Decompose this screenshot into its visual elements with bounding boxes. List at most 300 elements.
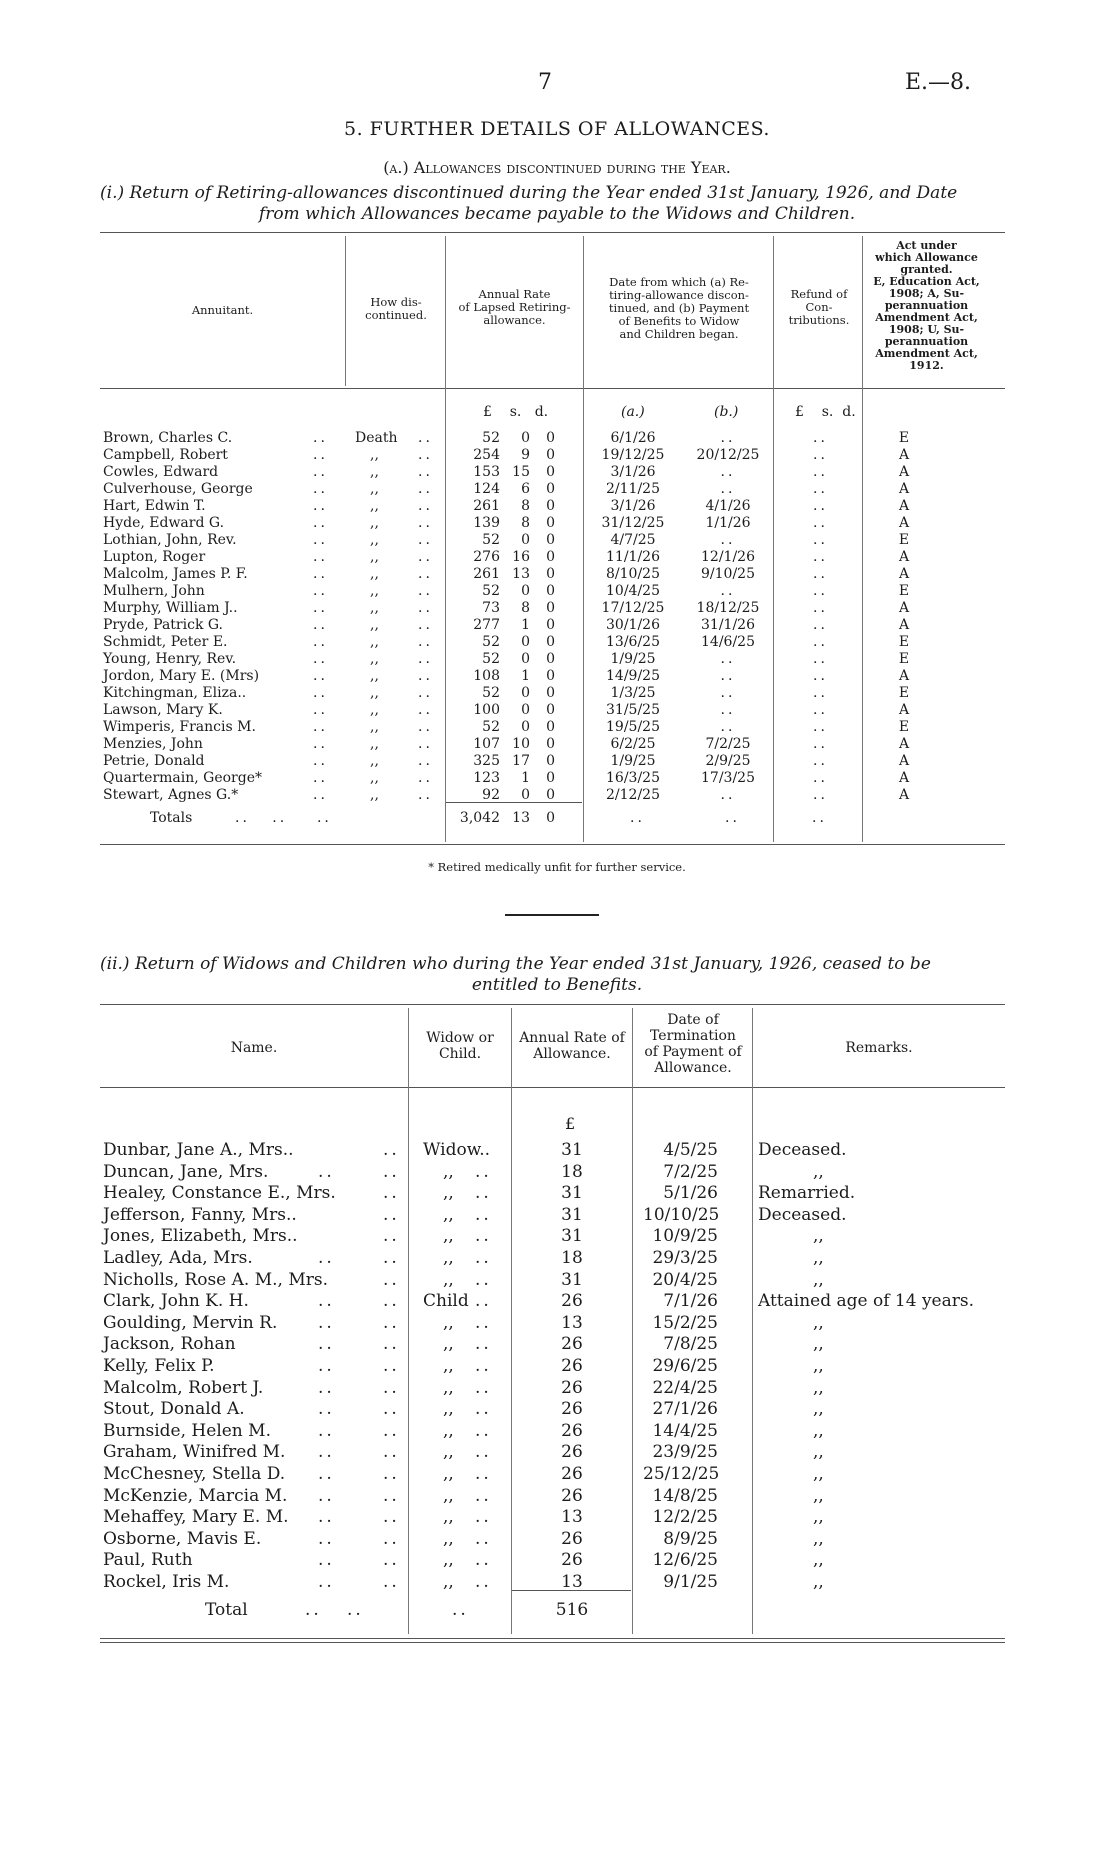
how-discontinued: ,, xyxy=(370,651,379,667)
widow-or-child: ,, xyxy=(443,1226,454,1247)
refund-blank: .. xyxy=(813,549,828,565)
leader-dots: .. xyxy=(418,515,433,531)
table-row xyxy=(103,1378,1003,1400)
act-code: A xyxy=(898,600,910,616)
person-name: Healey, Constance E., Mrs. xyxy=(103,1183,336,1204)
leader-dots: .. xyxy=(383,1334,400,1355)
leader-dots: .. xyxy=(475,1550,492,1571)
rate-shillings: 0 xyxy=(521,430,530,446)
rate-pounds: 261 xyxy=(473,498,500,514)
leader-dots: .. xyxy=(418,668,433,684)
leader-dots: .. xyxy=(418,651,433,667)
remarks: ,, xyxy=(813,1161,824,1182)
leader-dots: .. xyxy=(313,481,328,497)
subsection-title xyxy=(0,158,1114,177)
rate-pence: 0 xyxy=(546,600,555,616)
termination-date: 8/9/25 xyxy=(663,1528,718,1549)
annual-rate: 26 xyxy=(561,1399,583,1420)
leader-dots: .. xyxy=(383,1226,400,1247)
date-benefits-began: 17/3/25 xyxy=(701,770,755,786)
termination-date: 14/4/25 xyxy=(652,1420,718,1441)
leader-dots: .. xyxy=(383,1291,400,1312)
table-row xyxy=(103,481,1003,498)
leader-dots: .. xyxy=(475,1183,492,1204)
person-name: Nicholls, Rose A. M., Mrs. xyxy=(103,1269,329,1290)
person-name: Duncan, Jane, Mrs. xyxy=(103,1161,269,1182)
act-code: A xyxy=(898,481,910,497)
col-header-termination-date: Date of Termination of Payment of Allowance. xyxy=(644,1012,742,1076)
date-discontinued: 1/9/25 xyxy=(610,753,656,769)
table-row xyxy=(103,566,1003,583)
refund-blank: .. xyxy=(813,787,828,803)
date-benefits-began: .. xyxy=(720,532,736,548)
table2-title-line2: entitled to Benefits. xyxy=(471,975,643,995)
leader-dots: .. xyxy=(318,1247,335,1268)
act-code: A xyxy=(898,702,910,718)
rate-pounds: 52 xyxy=(482,430,500,446)
rate-pence: 0 xyxy=(546,617,555,633)
leader-dots: .. xyxy=(418,702,433,718)
person-name: Kelly, Felix P. xyxy=(103,1355,215,1376)
termination-date: 10/9/25 xyxy=(652,1226,718,1247)
termination-date: 20/4/25 xyxy=(652,1269,718,1290)
annual-rate: 31 xyxy=(561,1269,583,1290)
leader-dots: .. xyxy=(475,1247,492,1268)
date-discontinued: 2/12/25 xyxy=(606,787,660,803)
leader-dots: .. xyxy=(383,1550,400,1571)
date-discontinued: 17/12/25 xyxy=(601,600,665,616)
date-discontinued: 3/1/26 xyxy=(610,464,656,480)
annuitant-name: Schmidt, Peter E. xyxy=(103,634,228,650)
table-row xyxy=(103,1550,1003,1572)
table-row xyxy=(103,1183,1003,1205)
annual-rate: 26 xyxy=(561,1485,583,1506)
table-row xyxy=(103,498,1003,515)
rate-shillings: 8 xyxy=(521,498,530,514)
page-reference: E.—8. xyxy=(905,70,972,95)
rate-shillings: 1 xyxy=(521,770,530,786)
table-row xyxy=(103,1464,1003,1486)
table-row xyxy=(103,1442,1003,1464)
date-benefits-began: 14/6/25 xyxy=(701,634,755,650)
how-discontinued: ,, xyxy=(370,668,379,684)
rate-pound-unit: £ xyxy=(565,1114,576,1133)
leader-dots: .. xyxy=(313,583,328,599)
total-leader: .. .. xyxy=(305,1600,364,1620)
table-row xyxy=(103,1313,1003,1335)
annuitant-name: Mulhern, John xyxy=(103,583,205,599)
rate-shillings: 16 xyxy=(512,549,530,565)
annuitant-name: Lupton, Roger xyxy=(103,549,206,565)
subsection-title-text: (a.) Allowances discontinued during the Year. xyxy=(383,158,731,177)
refund-blank: .. xyxy=(813,617,828,633)
date-discontinued: 2/11/25 xyxy=(606,481,660,497)
how-discontinued: ,, xyxy=(370,566,379,582)
rate-shillings: 10 xyxy=(512,736,530,752)
date-benefits-began: .. xyxy=(720,685,736,701)
rate-shillings: 17 xyxy=(512,753,530,769)
leader-dots: .. xyxy=(383,1161,400,1182)
rate-shillings: 15 xyxy=(512,464,530,480)
leader-dots: .. xyxy=(475,1204,492,1225)
act-code: E xyxy=(898,634,910,650)
act-code: E xyxy=(898,583,910,599)
how-discontinued: Death xyxy=(355,430,398,446)
widow-or-child: ,, xyxy=(443,1269,454,1290)
table-row xyxy=(103,770,1003,787)
rate-pence: 0 xyxy=(546,532,555,548)
widow-or-child: ,, xyxy=(443,1334,454,1355)
leader-dots: .. xyxy=(318,1507,335,1528)
col-header-widow-or-child: Widow or Child. xyxy=(426,1030,494,1062)
col-header-how-discontinued: How dis- continued. xyxy=(365,295,427,322)
date-benefits-began: 2/9/25 xyxy=(705,753,751,769)
leader-dots: .. xyxy=(318,1420,335,1441)
date-discontinued: 6/1/26 xyxy=(610,430,656,446)
table-row xyxy=(103,583,1003,600)
rate-pence: 0 xyxy=(546,481,555,497)
rate-pence: 0 xyxy=(546,498,555,514)
col-header-act: Act under which Allowance granted. E, Education Act, 1908; A, Su- perannuation Amendment Act, 1908; U, Su- perannuation Amendment Act, 1912. xyxy=(873,239,980,372)
rate-pence: 0 xyxy=(546,668,555,684)
refund-blank: .. xyxy=(813,668,828,684)
table-row xyxy=(103,753,1003,770)
act-code: A xyxy=(898,617,910,633)
leader-dots: .. xyxy=(318,1355,335,1376)
leader-dots: .. xyxy=(383,1463,400,1484)
section-title: 5. FURTHER DETAILS OF ALLOWANCES. xyxy=(344,118,770,140)
leader-dots: .. xyxy=(475,1161,492,1182)
termination-date: 29/3/25 xyxy=(652,1247,718,1268)
person-name: McKenzie, Marcia M. xyxy=(103,1485,288,1506)
rate-pounds: 153 xyxy=(473,464,500,480)
termination-date: 7/2/25 xyxy=(663,1161,718,1182)
table-row xyxy=(103,430,1003,447)
leader-dots: .. xyxy=(475,1507,492,1528)
table-row xyxy=(103,600,1003,617)
refund-blank: .. xyxy=(813,719,828,735)
date-benefits-began: 18/12/25 xyxy=(696,600,760,616)
leader-dots: .. xyxy=(318,1485,335,1506)
total-label: Total xyxy=(205,1600,248,1620)
table-row xyxy=(103,464,1003,481)
leader-dots: .. xyxy=(383,1485,400,1506)
table-row xyxy=(103,1291,1003,1313)
table-row xyxy=(103,532,1003,549)
col-header-annual-rate: Annual Rate of Lapsed Retiring- allowance. xyxy=(458,287,571,327)
leader-dots: .. xyxy=(313,532,328,548)
widow-or-child: ,, xyxy=(443,1442,454,1463)
refund-units: £ s. d. xyxy=(795,404,856,420)
person-name: Clark, John K. H. xyxy=(103,1291,249,1312)
table1-footnote: * Retired medically unfit for further service. xyxy=(428,860,686,874)
how-discontinued: ,, xyxy=(370,498,379,514)
leader-dots: .. xyxy=(318,1399,335,1420)
annual-rate: 13 xyxy=(561,1571,583,1592)
date-discontinued: 19/12/25 xyxy=(601,447,665,463)
leader-dots: .. xyxy=(418,532,433,548)
annual-rate: 13 xyxy=(561,1312,583,1333)
act-code: E xyxy=(898,719,910,735)
refund-blank: .. xyxy=(813,753,828,769)
rate-pence: 0 xyxy=(546,702,555,718)
rate-pounds: 52 xyxy=(482,719,500,735)
termination-date: 10/10/25 xyxy=(643,1204,720,1225)
annuitant-name: Kitchingman, Eliza.. xyxy=(103,685,247,701)
table-row xyxy=(103,685,1003,702)
leader-dots: .. xyxy=(318,1528,335,1549)
leader-dots: .. xyxy=(418,685,433,701)
leader-dots: .. xyxy=(383,1377,400,1398)
date-discontinued: 1/9/25 xyxy=(610,651,656,667)
total-rate: 516 xyxy=(555,1600,589,1620)
person-name: Ladley, Ada, Mrs. xyxy=(103,1247,253,1268)
person-name: Dunbar, Jane A., Mrs.. xyxy=(103,1140,294,1160)
leader-dots: .. xyxy=(313,685,328,701)
annual-rate: 31 xyxy=(561,1183,583,1204)
rate-shillings: 0 xyxy=(521,702,530,718)
table-row xyxy=(103,651,1003,668)
table-row xyxy=(103,1205,1003,1227)
col-header-annual-rate-allowance: Annual Rate of Allowance. xyxy=(519,1030,625,1062)
totals-pounds: 3,042 xyxy=(459,810,500,826)
leader-dots: .. xyxy=(475,1226,492,1247)
leader-dots: .. xyxy=(475,1420,492,1441)
annuitant-name: Wimperis, Francis M. xyxy=(103,719,256,735)
leader-dots: .. xyxy=(313,515,328,531)
table1-top-rule xyxy=(100,232,1005,233)
leader-dots: .. xyxy=(318,1334,335,1355)
act-code: A xyxy=(898,736,910,752)
refund-blank: .. xyxy=(813,651,828,667)
totals-shillings: 13 xyxy=(512,810,530,826)
leader-dots: .. xyxy=(383,1571,400,1592)
act-code: A xyxy=(898,447,910,463)
act-code: A xyxy=(898,549,910,565)
widow-or-child: ,, xyxy=(443,1355,454,1376)
leader-dots: .. xyxy=(318,1571,335,1592)
refund-blank: .. xyxy=(813,464,828,480)
date-discontinued: 19/5/25 xyxy=(606,719,660,735)
annual-rate: 18 xyxy=(561,1161,583,1182)
leader-dots: .. xyxy=(475,1334,492,1355)
remarks: ,, xyxy=(813,1312,824,1333)
rate-pence: 0 xyxy=(546,651,555,667)
widow-or-child: ,, xyxy=(443,1247,454,1268)
table-row xyxy=(103,1572,1003,1594)
remarks: ,, xyxy=(813,1571,824,1592)
table2-bottom-rule xyxy=(100,1638,1005,1639)
termination-date: 22/4/25 xyxy=(652,1377,718,1398)
leader-dots: .. xyxy=(313,736,328,752)
leader-dots: .. xyxy=(475,1571,492,1592)
leader-dots: .. xyxy=(418,430,433,446)
leader-dots: .. xyxy=(318,1377,335,1398)
how-discontinued: ,, xyxy=(370,600,379,616)
person-name: Paul, Ruth xyxy=(103,1550,193,1571)
leader-dots: .. xyxy=(475,1463,492,1484)
widow-or-child: ,, xyxy=(443,1463,454,1484)
widow-or-child: ,, xyxy=(443,1312,454,1333)
widow-or-child: ,, xyxy=(443,1507,454,1528)
leader-dots: .. xyxy=(475,1399,492,1420)
rate-pence: 0 xyxy=(546,464,555,480)
act-code: A xyxy=(898,464,910,480)
rate-pence: 0 xyxy=(546,787,555,803)
date-benefits-began: 1/1/26 xyxy=(705,515,751,531)
leader-dots: .. xyxy=(313,600,328,616)
rate-pounds: 52 xyxy=(482,651,500,667)
date-discontinued: 30/1/26 xyxy=(606,617,660,633)
how-discontinued: ,, xyxy=(370,719,379,735)
rate-pence: 0 xyxy=(546,583,555,599)
rate-shillings: 0 xyxy=(521,651,530,667)
person-name: McChesney, Stella D. xyxy=(103,1463,286,1484)
termination-date: 4/5/25 xyxy=(663,1140,718,1160)
leader-dots: .. xyxy=(318,1291,335,1312)
remarks: ,, xyxy=(813,1355,824,1376)
annual-rate: 18 xyxy=(561,1247,583,1268)
annuitant-name: Campbell, Robert xyxy=(103,447,228,463)
annuitant-name: Cowles, Edward xyxy=(103,464,219,480)
how-discontinued: ,, xyxy=(370,770,379,786)
refund-blank: .. xyxy=(813,702,828,718)
table1-bottom-rule xyxy=(100,844,1005,845)
how-discontinued: ,, xyxy=(370,634,379,650)
table-row xyxy=(103,634,1003,651)
leader-dots: .. xyxy=(313,464,328,480)
leader-dots: .. xyxy=(475,1312,492,1333)
table-row xyxy=(103,1162,1003,1184)
rate-shillings: 8 xyxy=(521,600,530,616)
termination-date: 9/1/25 xyxy=(663,1571,718,1592)
date-b-units: (b.) xyxy=(714,404,739,420)
leader-dots: .. xyxy=(418,549,433,565)
rate-pence: 0 xyxy=(546,753,555,769)
annuitant-name: Brown, Charles C. xyxy=(103,430,233,446)
widow-or-child: ,, xyxy=(443,1571,454,1592)
rate-pounds: 52 xyxy=(482,634,500,650)
rate-shillings: 9 xyxy=(521,447,530,463)
table-row xyxy=(103,1356,1003,1378)
rate-pounds: 124 xyxy=(473,481,500,497)
leader-dots: .. xyxy=(313,498,328,514)
annuitant-name: Young, Henry, Rev. xyxy=(103,651,237,667)
act-code: A xyxy=(898,753,910,769)
date-discontinued: 10/4/25 xyxy=(606,583,660,599)
leader-dots: .. xyxy=(313,787,328,803)
totals-leader: .. .. .. xyxy=(235,810,332,826)
page-number: 7 xyxy=(538,70,552,95)
leader-dots: .. xyxy=(418,770,433,786)
widow-or-child: ,, xyxy=(443,1399,454,1420)
date-benefits-began: .. xyxy=(720,481,736,497)
refund-blank: .. xyxy=(813,498,828,514)
act-code: A xyxy=(898,498,910,514)
how-discontinued: ,, xyxy=(370,787,379,803)
annual-rate: 26 xyxy=(561,1420,583,1441)
annual-rate: 26 xyxy=(561,1291,583,1312)
table-row xyxy=(103,1248,1003,1270)
col-header-remarks: Remarks. xyxy=(845,1040,913,1056)
annual-rate: 31 xyxy=(561,1140,583,1160)
widow-or-child: ,, xyxy=(443,1377,454,1398)
table-row xyxy=(103,1334,1003,1356)
leader-dots: .. xyxy=(418,736,433,752)
remarks: Deceased. xyxy=(758,1140,847,1160)
rate-pence: 0 xyxy=(546,634,555,650)
table1-header-rule xyxy=(100,388,1005,389)
date-discontinued: 31/12/25 xyxy=(601,515,665,531)
annual-rate: 31 xyxy=(561,1226,583,1247)
date-discontinued: 3/1/26 xyxy=(610,498,656,514)
annuitant-name: Pryde, Patrick G. xyxy=(103,617,224,633)
remarks: ,, xyxy=(813,1550,824,1571)
remarks: ,, xyxy=(813,1269,824,1290)
date-benefits-began: .. xyxy=(720,668,736,684)
annuitant-name: Lothian, John, Rev. xyxy=(103,532,237,548)
rate-pounds: 276 xyxy=(473,549,500,565)
date-benefits-began: 20/12/25 xyxy=(696,447,760,463)
leader-dots: .. xyxy=(475,1442,492,1463)
annuitant-name: Stewart, Agnes G.* xyxy=(103,787,239,803)
act-code: A xyxy=(898,566,910,582)
leader-dots: .. xyxy=(383,1442,400,1463)
totals-refund-blank: .. xyxy=(812,810,827,826)
rate-shillings: 1 xyxy=(521,668,530,684)
annual-rate: 26 xyxy=(561,1463,583,1484)
annuitant-name: Lawson, Mary K. xyxy=(103,702,223,718)
date-benefits-began: 7/2/25 xyxy=(705,736,751,752)
person-name: Jackson, Rohan xyxy=(103,1334,236,1355)
act-code: A xyxy=(898,515,910,531)
widow-or-child: ,, xyxy=(443,1420,454,1441)
date-benefits-began: .. xyxy=(720,651,736,667)
leader-dots: .. xyxy=(383,1183,400,1204)
table-row xyxy=(103,719,1003,736)
table-row xyxy=(103,1507,1003,1529)
leader-dots: .. xyxy=(383,1312,400,1333)
annuitant-name: Petrie, Donald xyxy=(103,753,205,769)
refund-blank: .. xyxy=(813,430,828,446)
table1-vrule xyxy=(345,236,346,386)
date-benefits-began: .. xyxy=(720,787,736,803)
leader-dots: .. xyxy=(383,1204,400,1225)
refund-blank: .. xyxy=(813,447,828,463)
widow-or-child: ,, xyxy=(443,1204,454,1225)
act-code: E xyxy=(898,430,910,446)
date-a-units: (a.) xyxy=(621,404,645,420)
act-code: A xyxy=(898,787,910,803)
widow-or-child: ,, xyxy=(443,1183,454,1204)
remarks: ,, xyxy=(813,1334,824,1355)
leader-dots: .. xyxy=(318,1312,335,1333)
person-name: Jefferson, Fanny, Mrs.. xyxy=(103,1204,297,1225)
leader-dots: .. xyxy=(383,1269,400,1290)
annuitant-name: Malcolm, James P. F. xyxy=(103,566,248,582)
person-name: Graham, Winifred M. xyxy=(103,1442,286,1463)
annual-rate: 31 xyxy=(561,1204,583,1225)
date-benefits-began: .. xyxy=(720,464,736,480)
annual-rate: 26 xyxy=(561,1442,583,1463)
refund-blank: .. xyxy=(813,583,828,599)
act-code: A xyxy=(898,668,910,684)
leader-dots: .. xyxy=(313,634,328,650)
annuitant-name: Culverhouse, George xyxy=(103,481,253,497)
annuitant-name: Hart, Edwin T. xyxy=(103,498,206,514)
leader-dots: .. xyxy=(318,1161,335,1182)
leader-dots: .. xyxy=(313,566,328,582)
